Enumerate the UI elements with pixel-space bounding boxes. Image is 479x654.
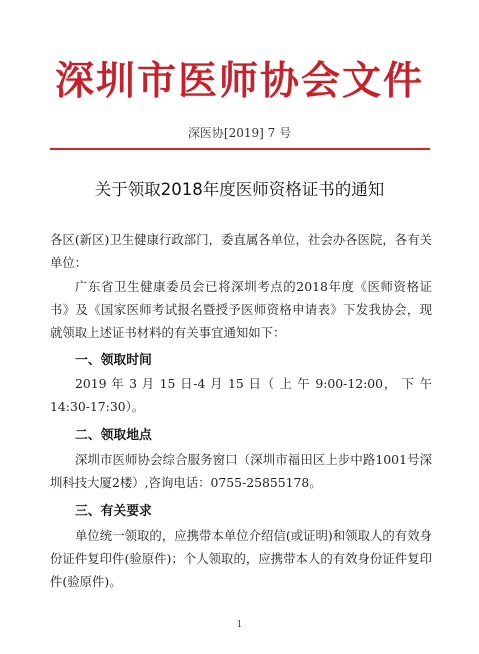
document-number: 深医协[2019] 7 号 — [187, 126, 292, 140]
red-divider-line — [50, 148, 430, 150]
section-heading-location: 二、领取地点 — [75, 428, 152, 443]
section-text-time: 2019 年 3 月 15 日-4 月 15 日（ 上 午 9:00-12:00， 下 午 14:30-17:30）。 — [50, 376, 432, 414]
document-header-title: 深圳市医师协会文件 — [54, 58, 424, 104]
notice-title: 关于领取2018年度医师资格证书的通知 — [94, 180, 385, 199]
salutation-paragraph: 各区(新区)卫生健康行政部门，委直属各单位，社会办各医院，各有关单位： — [50, 232, 432, 270]
page-number: 1 — [236, 620, 243, 630]
section-text-requirements: 单位统一领取的，应携带本单位介绍信(或证明)和领取人的有效身份证件复印件(验原件)；个人领取的，应携带本人的有效身份证件复印件(验原件)。 — [50, 528, 432, 589]
section-heading-requirements: 三、有关要求 — [75, 504, 152, 519]
intro-paragraph: 广东省卫生健康委员会已将深圳考点的2018年度《医师资格证书》及《国家医师考试报名暨授予医师资格申请表》下发我协会，现就领取上述证书材料的有关事宜通知如下： — [50, 279, 432, 340]
section-text-location: 深圳市医师协会综合服务窗口（深圳市福田区上步中路1001号深圳科技大厦2楼）,咨询电话：0755-25855178。 — [50, 452, 432, 490]
section-heading-time: 一、领取时间 — [75, 353, 152, 368]
